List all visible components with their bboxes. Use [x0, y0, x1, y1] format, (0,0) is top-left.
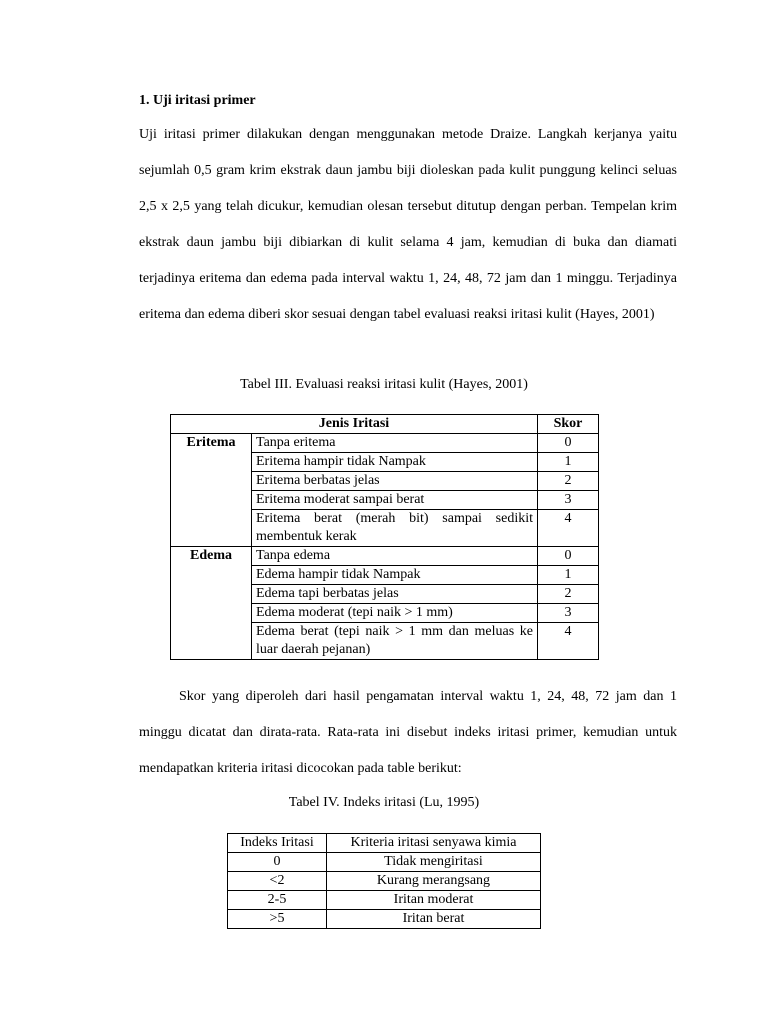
table-row — [171, 510, 599, 547]
cell-category — [171, 491, 252, 510]
table-row — [171, 434, 599, 453]
table-caption-iii: Tabel III. Evaluasi reaksi iritasi kulit (Hayes, 2001) — [240, 377, 528, 392]
cell-description: Edema hampir tidak Nampak — [252, 566, 538, 585]
table-row — [171, 566, 599, 585]
cell-description: Edema tapi berbatas jelas — [252, 585, 538, 604]
table-row — [171, 604, 599, 623]
cell-score: 3 — [538, 604, 599, 623]
table-row — [228, 872, 541, 891]
table-row — [171, 453, 599, 472]
header-indeks-iritasi: Indeks Iritasi — [228, 834, 327, 853]
cell-description: Eritema moderat sampai berat — [252, 491, 538, 510]
table-header-row — [171, 415, 599, 434]
table-caption-iv: Tabel IV. Indeks iritasi (Lu, 1995) — [288, 795, 480, 810]
cell-score: 3 — [538, 491, 599, 510]
cell-score: 1 — [538, 566, 599, 585]
cell-score: 2 — [538, 472, 599, 491]
table-row — [228, 910, 541, 929]
cell-category: Edema — [171, 547, 252, 566]
cell-description: Eritema hampir tidak Nampak — [252, 453, 538, 472]
table-header-row — [228, 834, 541, 853]
cell-score: 0 — [538, 547, 599, 566]
cell-score: 4 — [538, 510, 599, 547]
cell-index: 2-5 — [228, 891, 327, 910]
section-heading: 1. Uji iritasi primer — [139, 93, 256, 108]
cell-category — [171, 585, 252, 604]
table-row — [171, 491, 599, 510]
cell-category: Eritema — [171, 434, 252, 453]
cell-description: Tanpa eritema — [252, 434, 538, 453]
header-kriteria: Kriteria iritasi senyawa kimia — [327, 834, 541, 853]
paragraph-method: Uji iritasi primer dilakukan dengan menggunakan metode Draize. Langkah kerjanya yaitu sejumlah 0,5 gram krim ekstrak daun jambu biji dioleskan pada kulit punggung kelinci seluas 2,5 x 2,5 yang telah dicukur, kemudian olesan tersebut ditutup dengan perban. Tempelan krim ekstrak daun jambu biji dibiarkan di kulit selama 4 jam, kemudian di buka dan diamati terjadinya eritema dan edema pada interval waktu 1, 24, 48, 72 jam dan 1 minggu. Terjadinya eritema dan edema diberi skor sesuai dengan tabel evaluasi reaksi iritasi kulit (Hayes, 2001) — [139, 127, 677, 322]
cell-category — [171, 453, 252, 472]
cell-index: >5 — [228, 910, 327, 929]
table-row — [228, 891, 541, 910]
cell-score: 0 — [538, 434, 599, 453]
cell-description: Edema berat (tepi naik > 1 mm dan meluas ke luar daerah pejanan) — [252, 623, 538, 660]
header-jenis-iritasi: Jenis Iritasi — [171, 415, 538, 434]
cell-category — [171, 472, 252, 491]
cell-index: <2 — [228, 872, 327, 891]
table-row — [171, 547, 599, 566]
cell-description: Tanpa edema — [252, 547, 538, 566]
cell-category — [171, 604, 252, 623]
cell-criteria: Kurang merangsang — [327, 872, 541, 891]
cell-score: 4 — [538, 623, 599, 660]
table-row — [171, 623, 599, 660]
cell-category — [171, 623, 252, 660]
header-skor: Skor — [538, 415, 599, 434]
cell-criteria: Iritan berat — [327, 910, 541, 929]
table-row — [171, 472, 599, 491]
cell-score: 2 — [538, 585, 599, 604]
cell-description: Eritema berat (merah bit) sampai sedikit membentuk kerak — [252, 510, 538, 547]
table-row — [228, 853, 541, 872]
irritation-index-table — [227, 833, 541, 929]
irritation-evaluation-table — [170, 414, 599, 660]
table-row — [171, 585, 599, 604]
cell-description: Eritema berbatas jelas — [252, 472, 538, 491]
cell-criteria: Tidak mengiritasi — [327, 853, 541, 872]
cell-index: 0 — [228, 853, 327, 872]
cell-category — [171, 566, 252, 585]
cell-score: 1 — [538, 453, 599, 472]
cell-criteria: Iritan moderat — [327, 891, 541, 910]
cell-description: Edema moderat (tepi naik > 1 mm) — [252, 604, 538, 623]
paragraph-index: Skor yang diperoleh dari hasil pengamatan interval waktu 1, 24, 48, 72 jam dan 1 minggu dicatat dan dirata-rata. Rata-rata ini disebut indeks iritasi primer, kemudian untuk mendapatkan kriteria iritasi dicocokan pada table berikut: — [139, 689, 677, 776]
cell-category — [171, 510, 252, 547]
